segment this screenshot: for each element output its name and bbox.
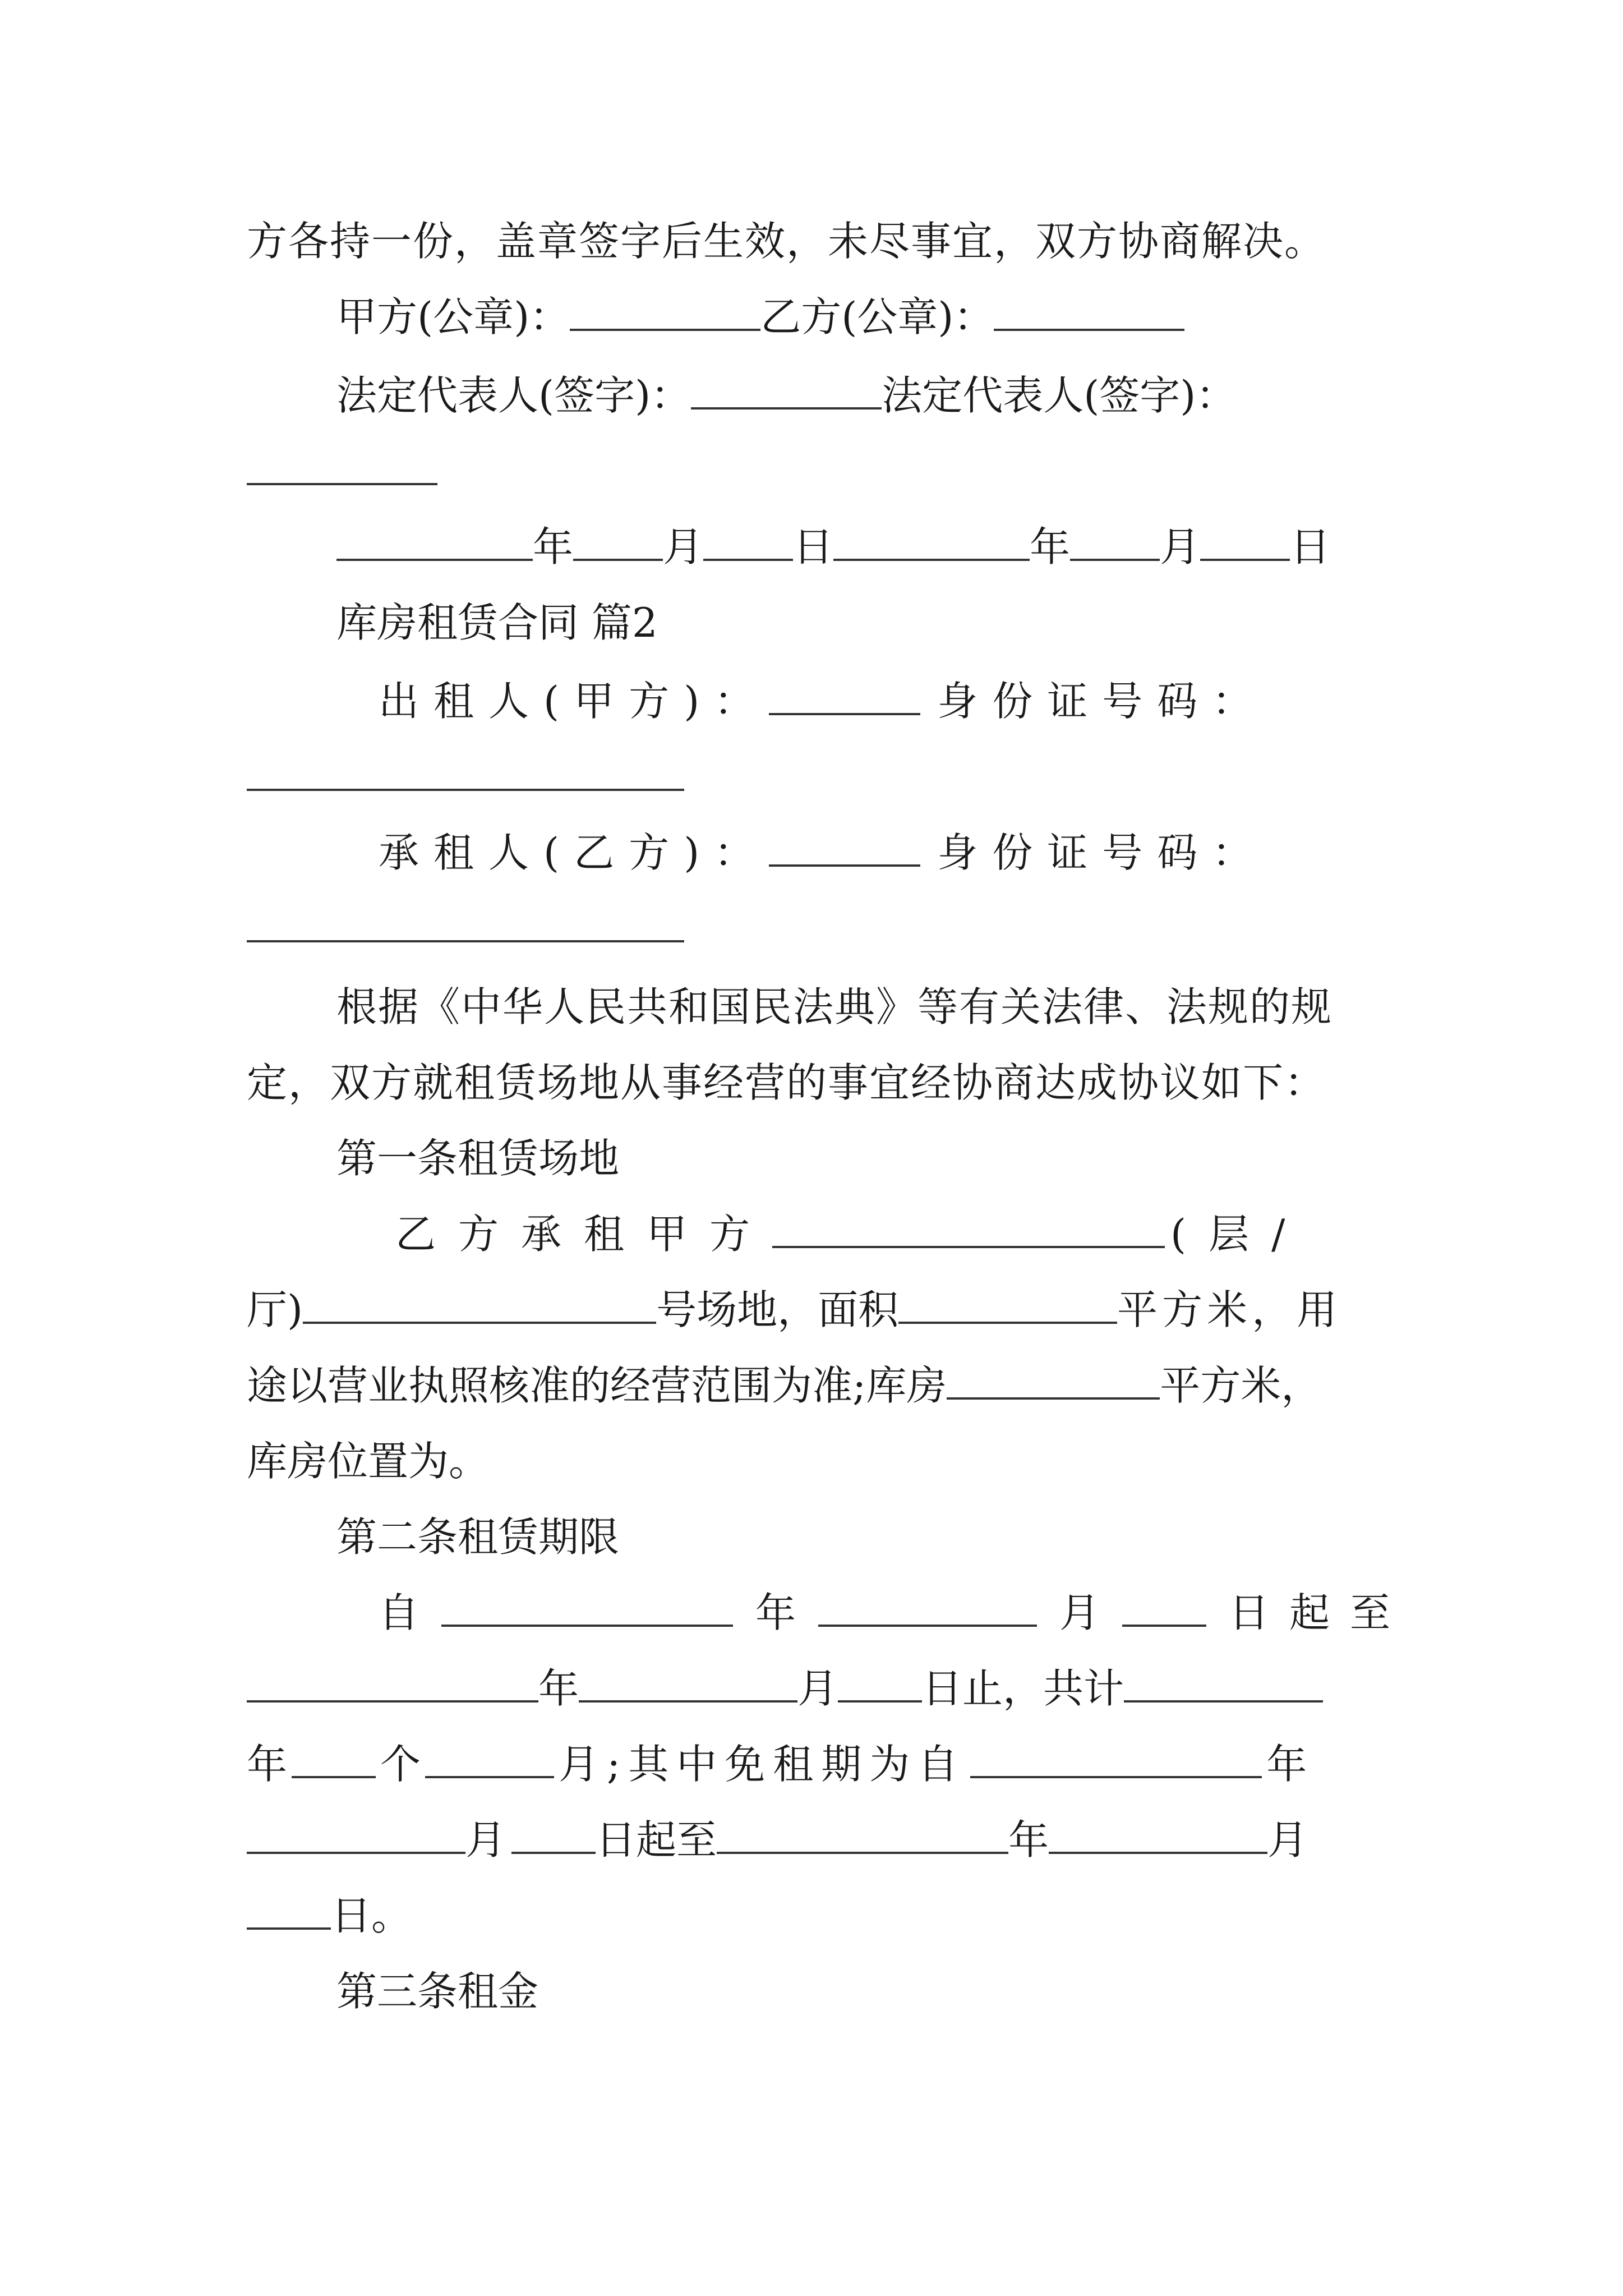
year-label: 年 (538, 1665, 579, 1712)
text-span: 乙方承租甲方 (395, 1211, 773, 1258)
party-b-rep-label: 法定代表人(签字)： (882, 372, 1237, 419)
text-line (379, 1585, 1410, 1641)
text-span: 日起至 (1229, 1589, 1411, 1636)
blank-field (336, 519, 533, 561)
blank-field (579, 1661, 797, 1703)
blank-field (247, 1661, 538, 1703)
blank-field (1122, 1585, 1206, 1627)
lessor-line (379, 673, 1267, 729)
year-label: 年 (533, 523, 574, 570)
text-line (247, 1358, 1321, 1414)
text-line (247, 1888, 412, 1944)
text-line (395, 1206, 1307, 1262)
blank-field (838, 1661, 922, 1703)
month-label: 月 (1267, 1816, 1308, 1864)
year-label: 年 (1008, 1816, 1049, 1864)
month-label: 月 (663, 523, 704, 570)
text-span: 日止，共计 (922, 1665, 1124, 1712)
blank-field (691, 368, 882, 409)
text-span: 厅) (247, 1286, 303, 1333)
article-title: 第二条租赁期限 (336, 1513, 620, 1561)
month-label: 月 (797, 1665, 838, 1712)
blank-field (1049, 1812, 1267, 1854)
month-label: 月 (465, 1816, 506, 1864)
blank-field (425, 1737, 554, 1778)
text-line: 方各持一份，盖章签字后生效，未尽事宜，双方协商解决。 (247, 218, 1326, 265)
blank-line (247, 443, 437, 499)
blank-field (898, 1282, 1117, 1324)
signature-line (336, 289, 1184, 345)
text-line: 库房位置为。 (247, 1438, 490, 1485)
date-line (336, 519, 1330, 575)
blank-field (570, 289, 760, 331)
party-a-seal-label: 甲方(公章)： (336, 293, 570, 341)
blank-field (247, 444, 437, 485)
id-number-label: 身份证号码： (937, 829, 1267, 876)
day-label: 日 (793, 523, 834, 570)
representative-line (336, 367, 1236, 424)
text-line: 定，双方就租赁场地从事经营的事宜经协商达成协议如下： (247, 1059, 1326, 1106)
blank-field (511, 1812, 596, 1854)
blank-field (833, 519, 1030, 561)
blank-field (441, 1585, 733, 1627)
text-span: (层/ (1170, 1211, 1308, 1258)
text-span: 日起至 (596, 1816, 717, 1864)
text-span: 自 (379, 1589, 419, 1636)
text-span: 日。 (331, 1892, 412, 1939)
lessor-label: 出租人(甲方)： (379, 678, 769, 725)
blank-field (1124, 1661, 1323, 1703)
blank-field (818, 1585, 1037, 1627)
blank-field (717, 1812, 1008, 1854)
blank-field (703, 519, 793, 561)
blank-field (947, 1358, 1160, 1400)
blank-field (769, 825, 920, 867)
text-span: 号场地，面积 (656, 1286, 899, 1333)
month-label: 月 (1160, 523, 1201, 570)
blank-field (1200, 519, 1290, 561)
blank-field (994, 289, 1184, 331)
year-label: 年 (755, 1589, 796, 1636)
party-a-rep-label: 法定代表人(签字)： (336, 372, 691, 419)
text-span: 平方米， (1160, 1362, 1322, 1409)
blank-field (247, 749, 684, 791)
blank-field (247, 1888, 331, 1930)
blank-field (573, 519, 663, 561)
text-line (247, 1660, 1323, 1717)
blank-field (970, 1737, 1262, 1778)
text-line (247, 1812, 1308, 1868)
year-label: 年 (1266, 1741, 1307, 1788)
blank-field (292, 1737, 376, 1778)
blank-line (247, 900, 684, 956)
text-line (247, 1736, 1307, 1792)
blank-field (772, 1207, 1165, 1248)
text-span: 途以营业执照核准的经营范围为准;库房 (247, 1362, 947, 1409)
month-label: 月 (1059, 1589, 1100, 1636)
lessee-line (379, 825, 1267, 881)
blank-field (247, 901, 684, 942)
party-b-seal-label: 乙方(公章)： (760, 293, 994, 341)
day-label: 日 (1290, 523, 1331, 570)
article-title: 第一条租赁场地 (336, 1135, 620, 1182)
blank-field (247, 1812, 465, 1854)
year-label: 年 (247, 1741, 288, 1788)
blank-field (769, 674, 920, 715)
text-span: 个 (380, 1741, 421, 1788)
text-span: 平方米，用 (1117, 1286, 1342, 1333)
section-heading: 库房租赁合同 篇2 (336, 599, 658, 646)
text-line (247, 1282, 1341, 1338)
blank-line (247, 749, 684, 805)
blank-field (303, 1282, 656, 1324)
id-number-label: 身份证号码： (937, 678, 1267, 725)
text-line: 根据《中华人民共和国民法典》等有关法律、法规的规 (336, 983, 1333, 1030)
text-span: 月;其中免租期为自 (559, 1741, 966, 1788)
lessee-label: 承租人(乙方)： (379, 829, 769, 876)
blank-field (1070, 519, 1160, 561)
article-title: 第三条租金 (336, 1968, 539, 2015)
year-label: 年 (1030, 523, 1071, 570)
